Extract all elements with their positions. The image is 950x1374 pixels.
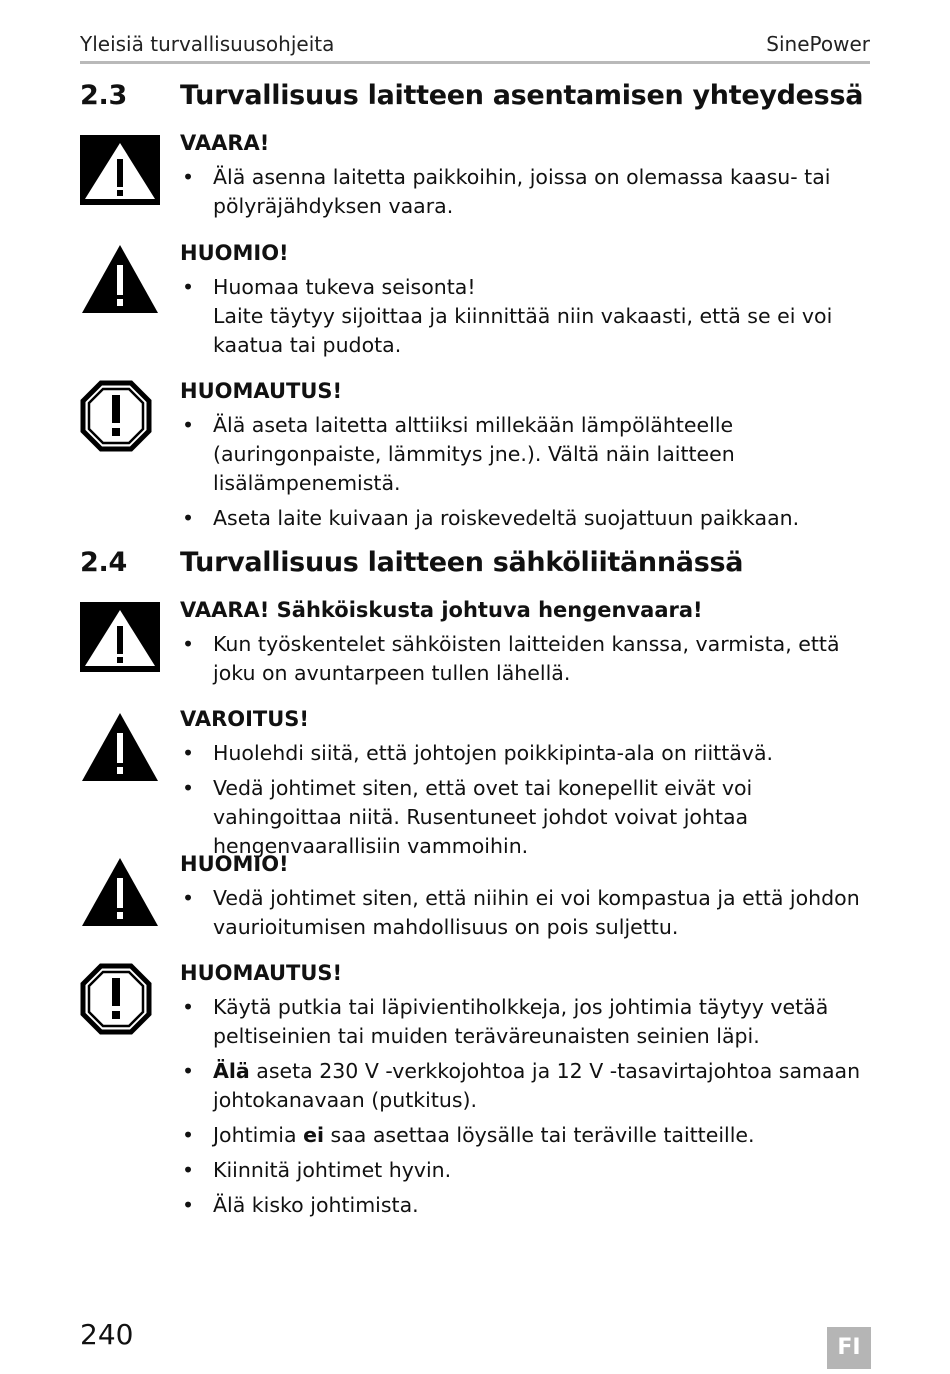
notice-title: HUOMIO!: [180, 241, 289, 265]
notice-title: HUOMAUTUS!: [180, 379, 343, 403]
notice-title: VAARA!: [180, 131, 270, 155]
list-item: • Kiinnitä johtimet hyvin.: [180, 1156, 880, 1185]
octagon-exclamation-icon: [80, 963, 152, 1039]
list-item: • Älä kisko johtimista.: [180, 1191, 880, 1220]
section-number: 2.3: [80, 80, 127, 111]
running-header-title: Yleisiä turvallisuusohjeita: [80, 32, 335, 56]
list-item: • Vedä johtimet siten, että ovet tai konepellit eivät voi vahingoittaa niitä. Rusentuneet johdot voivat johtaa hengenvaarallisiin vammoihin.: [180, 774, 880, 861]
section-number: 2.4: [80, 547, 127, 578]
notice-note: [180, 961, 880, 1226]
notice-note: [180, 379, 880, 539]
list-item: • Vedä johtimet siten, että niihin ei voi kompastua ja että johdon vaurioitumisen mahdollisuus on pois suljettu.: [180, 884, 880, 942]
warning-triangle-icon: [80, 856, 160, 932]
warning-triangle-icon: [80, 243, 160, 319]
notice-danger: [180, 131, 880, 227]
list-item: • Kun työskentelet sähköisten laitteiden kanssa, varmista, että joku on avuntarpeen tullen lähellä.: [180, 630, 880, 688]
warning-triangle-icon: [80, 711, 160, 787]
warning-triangle-boxed-icon: [80, 135, 160, 209]
list-item: • Huolehdi siitä, että johtojen poikkipinta-ala on riittävä.: [180, 739, 880, 768]
section-heading-2-3: [80, 80, 863, 111]
header-divider: [80, 61, 870, 64]
notice-title: VAARA! Sähköiskusta johtuva hengenvaara!: [180, 598, 703, 622]
section-title: Turvallisuus laitteen sähköliitännässä: [180, 547, 744, 578]
notice-danger: [180, 598, 880, 694]
running-header-product: SinePower: [766, 32, 870, 56]
notice-warning: [180, 707, 880, 867]
notice-caution: [180, 852, 880, 948]
list-item: • Aseta laite kuivaan ja roiskevedeltä suojattuun paikkaan.: [180, 504, 880, 533]
list-item: • Älä asenna laitetta paikkoihin, joissa on olemassa kaasu- tai pölyräjähdyksen vaara.: [180, 163, 880, 221]
list-item: • Käytä putkia tai läpivientiholkkeja, jos johtimia täytyy vetää peltiseinien tai muiden teräväreunaisten seinien läpi.: [180, 993, 880, 1051]
page-number: 240: [80, 1318, 134, 1351]
octagon-exclamation-icon: [80, 380, 152, 456]
notice-caution: [180, 241, 880, 366]
language-badge: FI: [827, 1327, 871, 1369]
notice-title: HUOMAUTUS!: [180, 961, 343, 985]
warning-triangle-boxed-icon: [80, 602, 160, 676]
section-title: Turvallisuus laitteen asentamisen yhteydessä: [180, 80, 864, 111]
list-item: • Johtimia ei saa asettaa löysälle tai teräville taitteille.: [180, 1121, 880, 1150]
notice-title: HUOMIO!: [180, 852, 289, 876]
section-heading-2-4: [80, 547, 743, 578]
list-item: • Älä aseta 230 V -verkkojohtoa ja 12 V -tasavirtajohtoa samaan johtokanavaan (putkitus).: [180, 1057, 880, 1115]
notice-title: VAROITUS!: [180, 707, 309, 731]
list-item: • Älä aseta laitetta alttiiksi millekään lämpölähteelle (auringonpaiste, lämmitys jne.). Vältä näin laitteen lisälämpenemistä.: [180, 411, 880, 498]
list-item: • Huomaa tukeva seisonta! Laite täytyy sijoittaa ja kiinnittää niin vakaasti, että se ei voi kaatua tai pudota.: [180, 273, 880, 360]
